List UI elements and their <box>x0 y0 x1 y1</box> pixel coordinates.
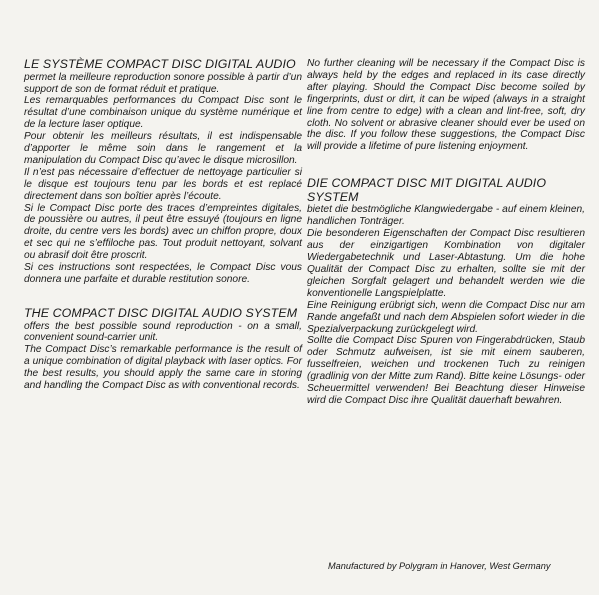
english-heading: THE COMPACT DISC DIGITAL AUDIO SYSTEM <box>24 305 298 320</box>
french-heading: LE SYSTÈME COMPACT DISC DIGITAL AUDIO <box>24 57 296 71</box>
right-column <box>307 58 585 407</box>
french-paragraph: Il n’est pas nécessaire d’effectuer de nettoyage particulier si le disque est toujours tenu par les bords et est replacé directement dans son boîtier après l’écoute. <box>24 166 302 202</box>
english-continuation-paragraph: No further cleaning will be necessary if the Compact Disc is always held by the edges and replaced in its case directly after playing. Should the Compact Disc become soiled by fingerprints, dust or dirt, it can be wiped (always in a straight line from centre to edge) with a clean and lint-free, soft, dry cloth. No solvent or abrasive cleaner should ever be used on the disc. If you follow these suggestions, the Compact Disc will provide a lifetime of pure listening enjoyment. <box>307 58 585 153</box>
french-section <box>24 58 302 286</box>
german-section <box>307 177 585 407</box>
english-section <box>24 307 302 392</box>
manufacturer-note: Manufactured by Polygram in Hanover, West Germany <box>328 561 551 571</box>
german-heading: DIE COMPACT DISC MIT DIGITAL AUDIO SYSTEM <box>307 176 547 204</box>
german-paragraph: bietet die bestmögliche Klangwiedergabe - auf einem kleinen, handlichen Tonträger. <box>307 204 585 228</box>
french-paragraph: Pour obtenir les meilleurs résultats, il est indispensable d’apporter le même soin dans le rangement et la manipulation du Compact Disc qu’avec le disque microsillon. <box>24 131 302 166</box>
french-paragraph: Les remarquables performances du Compact Disc sont le résultat d’une combinaison unique du système numérique et de la lecture laser optique. <box>24 95 302 131</box>
french-paragraph: Si le Compact Disc porte des traces d’empreintes digitales, de poussière ou autres, il peut être essuyé (toujours en ligne droite, du centre vers les bords) avec un chiffon propre, doux et sec qui ne s’effiloche pas. Tout produit nettoyant, solvant ou abrasif doit être proscrit. <box>24 202 302 262</box>
german-paragraph: Eine Reinigung erübrigt sich, wenn die Compact Disc nur am Rande angefaßt und nach dem Abspielen sofort wieder in die Spezialverpackung zurückgelegt wird. <box>307 299 585 335</box>
english-paragraph: offers the best possible sound reproduction - on a small, convenient sound-carrier unit. <box>24 320 302 344</box>
german-paragraph: Sollte die Compact Disc Spuren von Fingerabdrücken, Staub oder Schmutz aufweisen, ist sie mit einem sauberen, fusselfreien, weichen und trockenen Tuch zu reinigen (gradlinig von der Mitte zum Rand). Bitte keine Lösungs- oder Scheuermittel verwenden! Bei Beachtung dieser Hinweise wird die Compact Disc ihre Qualität dauerhaft bewahren. <box>307 335 585 406</box>
german-paragraph: Die besonderen Eigenschaften der Compact Disc resultieren aus der einzigartigen Kombination von digitaler Wiedergabetechnik und Laser-Abtastung. Um die hohe Qualität der Compact Disc zu erhalten, sollte sie mit der gleichen Sorgfalt gelagert und behandelt werden wie die konventionelle Langspielplatte. <box>307 228 585 299</box>
french-paragraph: Si ces instructions sont respectées, le Compact Disc vous donnera une parfaite et durable restitution sonore. <box>24 262 302 285</box>
english-paragraph: The Compact Disc’s remarkable performance is the result of a unique combination of digital playback with laser optics. For the best results, you should apply the same care in storing and handling the Compact Disc as with conventional records. <box>24 344 302 392</box>
french-paragraph: permet la meilleure reproduction sonore possible à partir d’un support de son de format réduit et pratique. <box>24 71 302 95</box>
left-column <box>24 58 302 392</box>
